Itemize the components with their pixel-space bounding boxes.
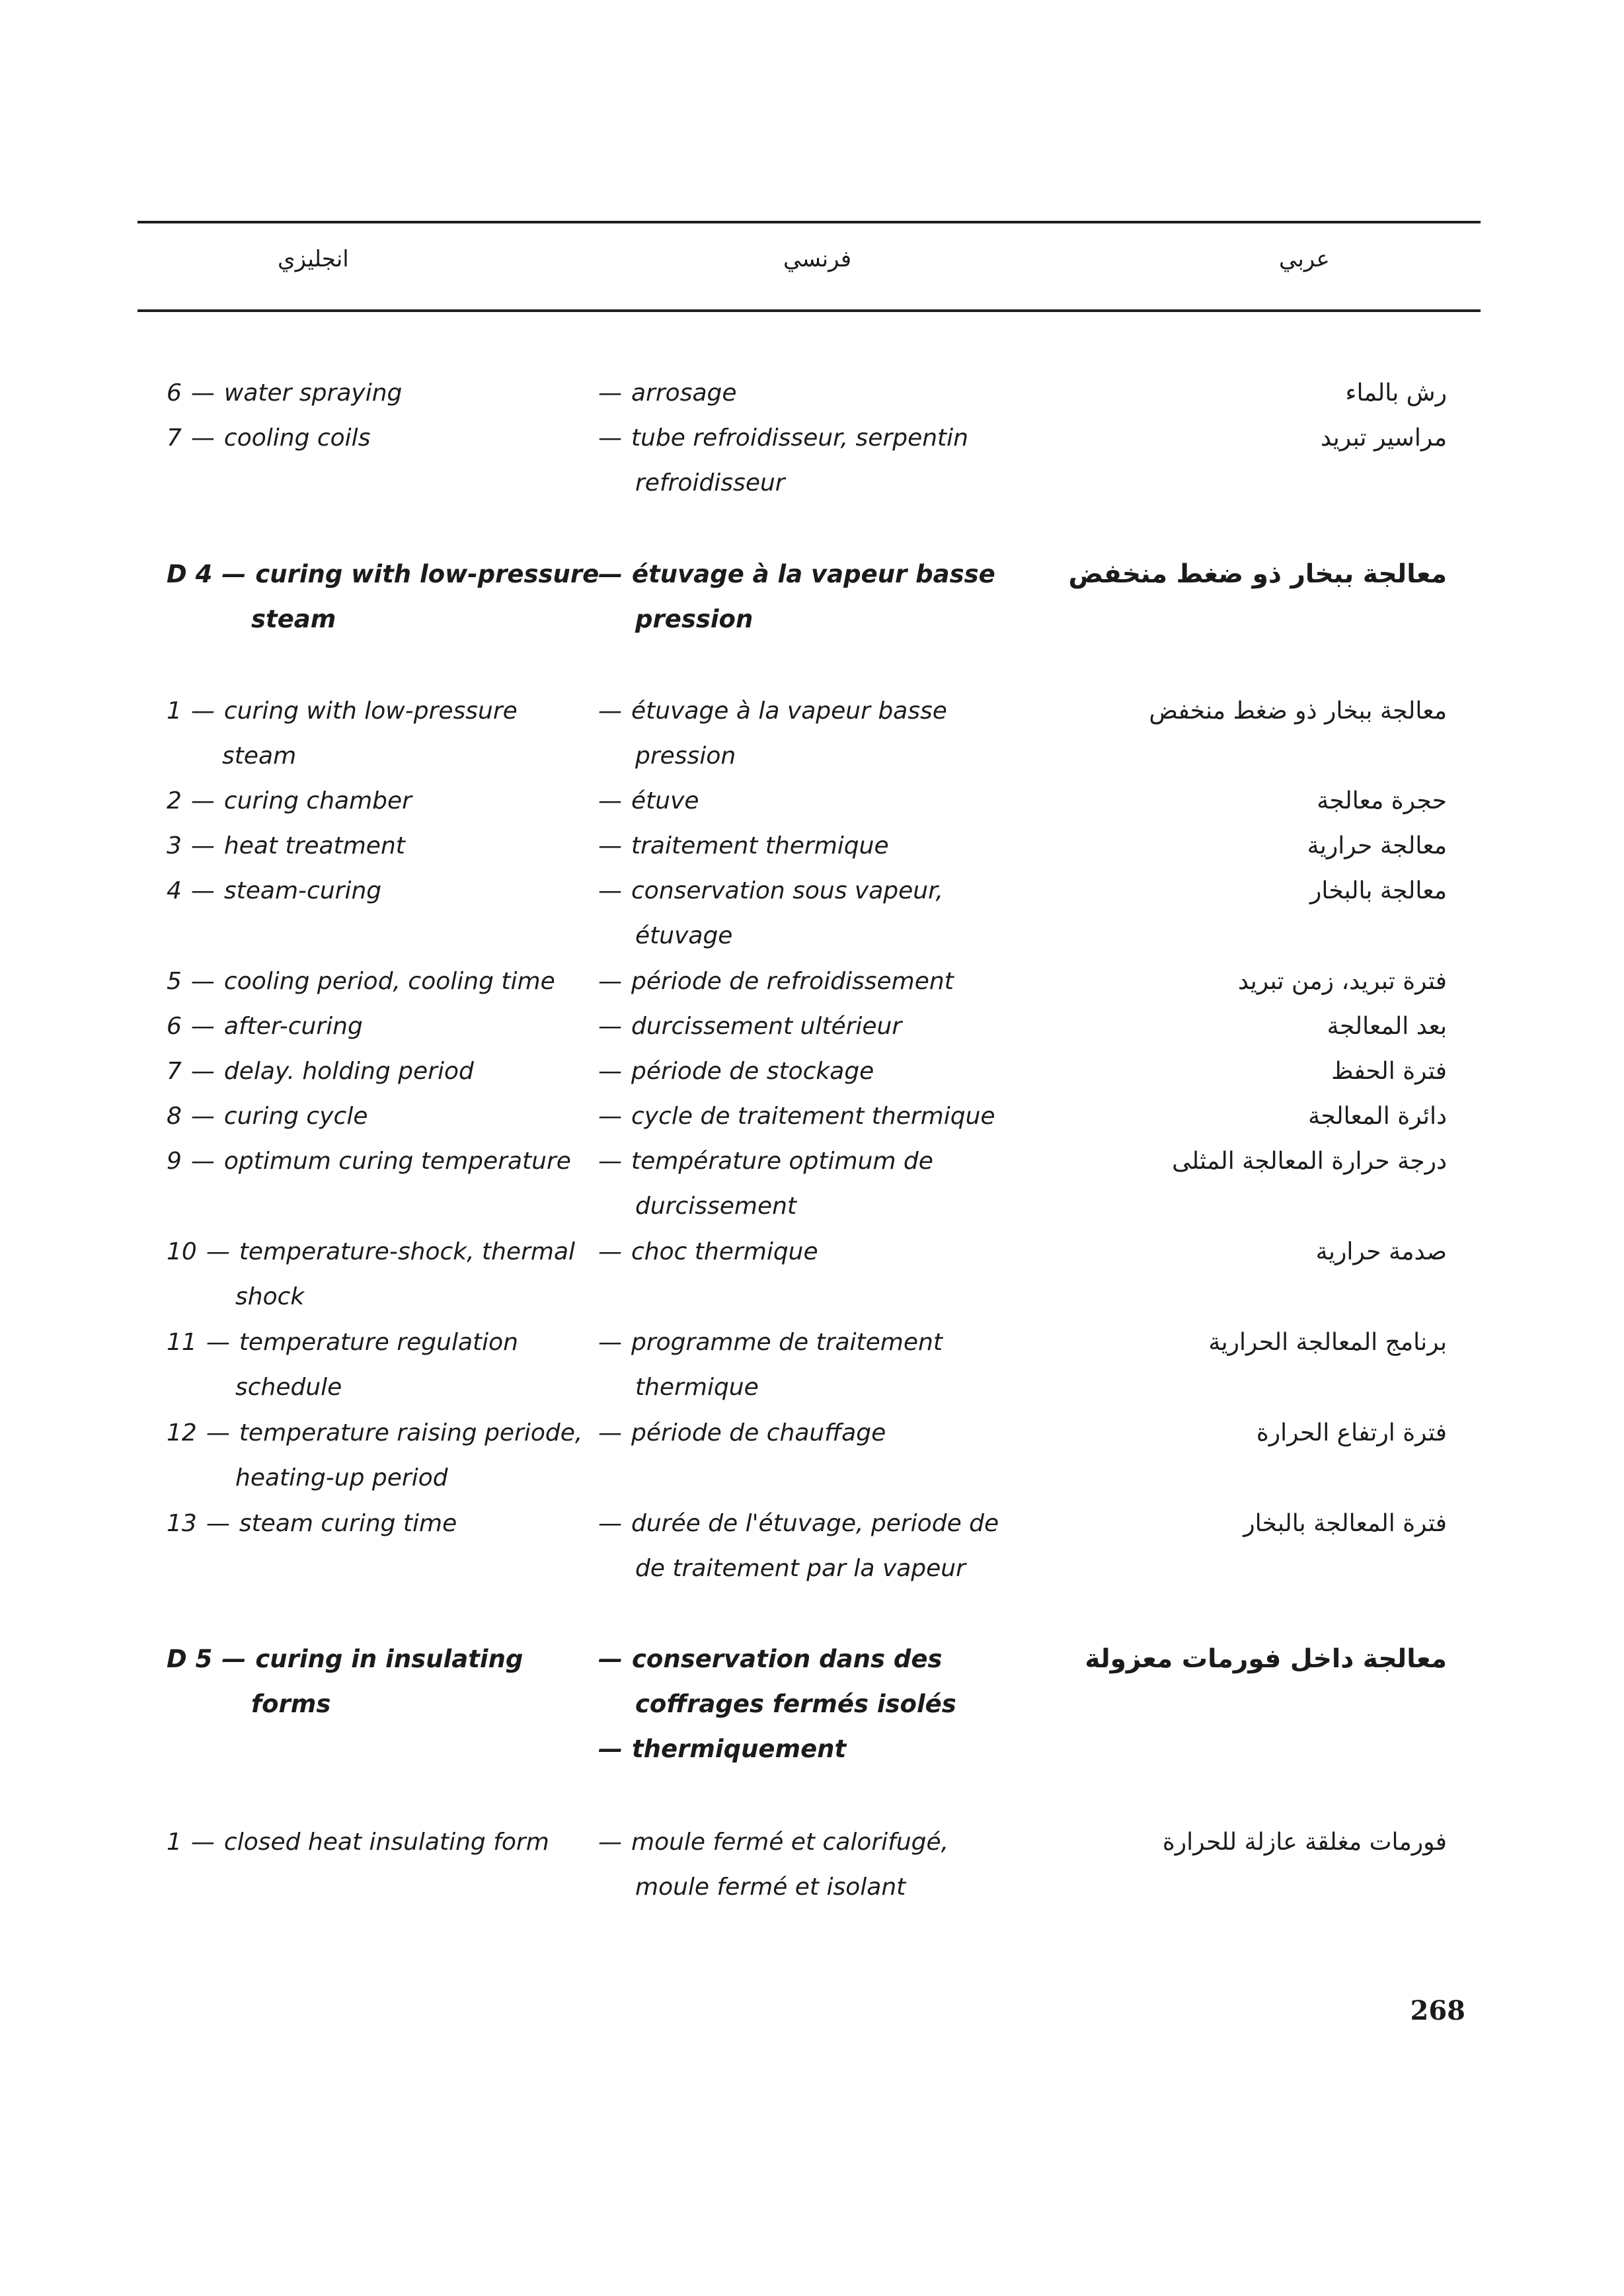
entry-arabic-text: معالجة ببخار ذو ضغط منخفض <box>1149 697 1447 725</box>
entry-number: 3 <box>167 832 182 859</box>
entry-french-line: pression <box>635 605 754 633</box>
entry-dash: — <box>598 1329 622 1356</box>
entry-english-line: heating-up period <box>235 1464 448 1491</box>
entry-english-text: curing chamber <box>223 787 412 814</box>
entry-number: 9 <box>167 1148 182 1175</box>
entry-english-line <box>167 833 405 859</box>
entry-english-line: schedule <box>235 1374 342 1401</box>
entry-number: 1 <box>167 697 182 725</box>
entry-french-line: pression <box>635 742 736 770</box>
entry-french-line <box>598 1420 886 1446</box>
entry-dash: — <box>598 1510 622 1537</box>
entry-french-line: refroidisseur <box>635 469 785 496</box>
entry-arabic-text: بعد المعالجة <box>1327 1013 1447 1040</box>
entry-english-line <box>167 380 402 407</box>
entry-arabic-text: برنامج المعالجة الحرارية <box>1208 1329 1447 1356</box>
entry-english-line <box>167 1013 363 1040</box>
entry-french-text: choc thermique <box>631 1238 818 1265</box>
entry-french-line <box>598 1103 995 1130</box>
entry-english-line: steam <box>251 605 336 633</box>
entry-dash: — <box>598 1103 622 1130</box>
entry-english-text: temperature-shock, thermal <box>239 1238 576 1265</box>
entry-english-line <box>167 1239 575 1265</box>
entry-english-text: after-curing <box>223 1013 363 1040</box>
entry-dash: — <box>598 560 623 588</box>
entry-english-line: steam <box>222 742 297 770</box>
entry-english-line <box>167 1511 457 1537</box>
entry-english-text: curing cycle <box>223 1103 368 1130</box>
entry-french-text: tube refroidisseur, serpentin <box>631 424 968 452</box>
entry-number: 7 <box>167 1058 182 1085</box>
entry-number: 10 <box>167 1238 197 1265</box>
entry-arabic-text: رش بالماء <box>1345 379 1447 407</box>
entry-english-text: steam-curing <box>223 877 382 904</box>
entry-french-text: durcissement ultérieur <box>631 1013 902 1040</box>
entry-french-line <box>598 1148 933 1175</box>
entry-dash: — <box>206 1238 230 1265</box>
entry-french-line <box>598 878 943 904</box>
entry-number: D 4 <box>167 560 213 588</box>
entry-number: 6 <box>167 1013 182 1040</box>
entry-french-line: de traitement par la vapeur <box>635 1555 966 1582</box>
entry-french-text: cycle de traitement thermique <box>631 1103 995 1130</box>
entry-arabic-text: فترة تبريد، زمن تبريد <box>1237 968 1447 995</box>
entry-french-line: coffrages fermés isolés <box>635 1690 956 1718</box>
entry-dash: — <box>190 1058 215 1085</box>
entry-english-line <box>167 1103 367 1130</box>
entry-english-line: shock <box>235 1283 305 1310</box>
entry-arabic-text: صدمة حرارية <box>1315 1238 1447 1265</box>
entry-dash: — <box>598 968 622 995</box>
entry-dash: — <box>221 1645 247 1673</box>
entry-french-line: étuvage <box>635 922 733 949</box>
entry-french-line <box>598 1511 999 1537</box>
entry-french-line <box>598 380 737 407</box>
entry-french-line <box>598 561 995 588</box>
entry-dash: — <box>190 379 215 407</box>
entry-dash: — <box>598 1238 622 1265</box>
entry-dash: — <box>598 1419 622 1446</box>
entry-french-text: température optimum de <box>631 1148 933 1175</box>
entry-english-text: optimum curing temperature <box>223 1148 571 1175</box>
entry-number: 5 <box>167 968 182 995</box>
entry-french-text: programme de traitement <box>631 1329 943 1356</box>
entry-number: 2 <box>167 787 182 814</box>
entry-french-text: étuvage à la vapeur basse <box>631 697 947 725</box>
entry-french-line <box>598 1829 948 1856</box>
entry-english-text: cooling coils <box>223 424 371 452</box>
entry-dash: — <box>598 877 622 904</box>
entry-arabic-text: فورمات مغلقة عازلة للحرارة <box>1162 1829 1447 1856</box>
entry-dash: — <box>598 1735 623 1763</box>
entry-english-text: temperature raising periode, <box>239 1419 583 1446</box>
entry-dash: — <box>598 379 622 407</box>
entry-arabic-text: فترة المعالجة بالبخار <box>1243 1510 1447 1537</box>
entry-dash: — <box>190 877 215 904</box>
entry-dash: — <box>221 560 247 588</box>
entry-arabic-text: معالجة ببخار ذو ضغط منخفض <box>1068 559 1447 589</box>
entry-arabic-text: معالجة داخل فورمات معزولة <box>1085 1644 1447 1674</box>
entry-english-line <box>167 969 555 995</box>
entry-english-text: curing in insulating <box>255 1645 523 1673</box>
entry-dash: — <box>598 1829 622 1856</box>
entry-number: 7 <box>167 424 182 452</box>
entry-dash: — <box>598 1148 622 1175</box>
entry-english-line <box>167 425 370 452</box>
entry-french-text: période de chauffage <box>631 1419 886 1446</box>
entry-dash: — <box>190 1829 215 1856</box>
entry-english-line <box>167 561 599 588</box>
entry-dash: — <box>206 1329 230 1356</box>
entry-dash: — <box>190 1103 215 1130</box>
entry-english-text: cooling period, cooling time <box>223 968 555 995</box>
entry-arabic-text: درجة حرارة المعالجة المثلى <box>1172 1148 1447 1175</box>
entry-french-line <box>598 1013 902 1040</box>
entry-english-text: delay. holding period <box>223 1058 474 1085</box>
entry-french-line: durcissement <box>635 1193 797 1220</box>
entry-number: 12 <box>167 1419 197 1446</box>
entry-number: 4 <box>167 877 182 904</box>
entry-dash: — <box>190 787 215 814</box>
entry-english-line <box>167 878 381 904</box>
entry-english-text: curing with low-pressure <box>255 560 599 588</box>
entry-number: D 5 <box>167 1645 213 1673</box>
entry-arabic-text: دائرة المعالجة <box>1308 1103 1447 1130</box>
entry-number: 8 <box>167 1103 182 1130</box>
entry-english-text: temperature regulation <box>239 1329 518 1356</box>
entry-french-line <box>598 1239 818 1265</box>
entry-number: 13 <box>167 1510 197 1537</box>
entry-french-line: thermique <box>635 1374 759 1401</box>
entry-french-line <box>598 1329 943 1356</box>
entry-english-line <box>167 1646 523 1673</box>
entry-dash: — <box>598 424 622 452</box>
entry-dash: — <box>598 1058 622 1085</box>
entry-french-text: conservation dans des <box>632 1645 943 1673</box>
header-bottom-rule <box>137 309 1481 312</box>
entry-dash: — <box>598 832 622 859</box>
entry-french-line <box>598 698 947 725</box>
entry-english-text: closed heat insulating form <box>223 1829 549 1856</box>
entry-dash: — <box>190 1148 215 1175</box>
entry-english-text: steam curing time <box>239 1510 457 1537</box>
entry-french-text: conservation sous vapeur, <box>631 877 944 904</box>
entry-arabic-text: معالجة حرارية <box>1307 832 1447 859</box>
entry-french-line <box>598 1646 942 1673</box>
entry-french-line <box>598 1058 874 1085</box>
entry-number: 6 <box>167 379 182 407</box>
entry-number: 1 <box>167 1829 182 1856</box>
entry-dash: — <box>190 1013 215 1040</box>
entry-french-line <box>598 833 889 859</box>
entry-english-line <box>167 1829 549 1856</box>
entry-arabic-text: معالجة بالبخار <box>1310 877 1447 904</box>
entry-french-text: arrosage <box>631 379 737 407</box>
entry-english-line <box>167 698 518 725</box>
entry-english-line <box>167 1148 571 1175</box>
header-arabic: عربي <box>1279 246 1330 272</box>
entry-french-text: traitement thermique <box>631 832 889 859</box>
entry-french-line <box>598 969 954 995</box>
entry-french-text: moule fermé et calorifugé, <box>631 1829 949 1856</box>
entry-english-line <box>167 1058 474 1085</box>
entry-dash: — <box>598 1013 622 1040</box>
entry-english-line: forms <box>251 1690 331 1718</box>
entry-arabic-text: فترة ارتفاع الحرارة <box>1256 1419 1447 1446</box>
entry-english-text: curing with low-pressure <box>223 697 518 725</box>
entry-english-line <box>167 788 412 814</box>
entry-french-line <box>598 1736 846 1762</box>
entry-french-text: thermiquement <box>632 1735 847 1763</box>
entry-english-line <box>167 1329 518 1356</box>
entry-french-text: période de stockage <box>631 1058 874 1085</box>
entry-arabic-text: حجرة معالجة <box>1317 787 1447 814</box>
entry-dash: — <box>190 968 215 995</box>
page-number: 268 <box>1410 1995 1465 2026</box>
entry-arabic-text: فترة الحفظ <box>1331 1058 1447 1085</box>
entry-french-text: étuve <box>631 787 699 814</box>
entry-dash: — <box>206 1419 230 1446</box>
entry-english-line <box>167 1420 582 1446</box>
entry-dash: — <box>206 1510 230 1537</box>
entry-french-line <box>598 425 968 452</box>
entry-english-text: heat treatment <box>223 832 405 859</box>
entry-dash: — <box>190 424 215 452</box>
entry-dash: — <box>190 697 215 725</box>
header-french: فرنسي <box>783 246 852 272</box>
entry-french-text: durée de l'étuvage, periode de <box>631 1510 999 1537</box>
header-english: انجليزي <box>278 246 349 272</box>
entry-french-text: période de refroidissement <box>631 968 954 995</box>
entry-french-text: étuvage à la vapeur basse <box>632 560 995 588</box>
entry-french-line: moule fermé et isolant <box>635 1874 906 1901</box>
entry-dash: — <box>190 832 215 859</box>
entry-number: 11 <box>167 1329 197 1356</box>
entry-dash: — <box>598 787 622 814</box>
header-top-rule <box>137 221 1481 223</box>
entry-french-line <box>598 788 699 814</box>
entry-english-text: water spraying <box>223 379 403 407</box>
entry-dash: — <box>598 1645 623 1673</box>
entry-arabic-text: مراسير تبريد <box>1320 424 1447 452</box>
entry-dash: — <box>598 697 622 725</box>
